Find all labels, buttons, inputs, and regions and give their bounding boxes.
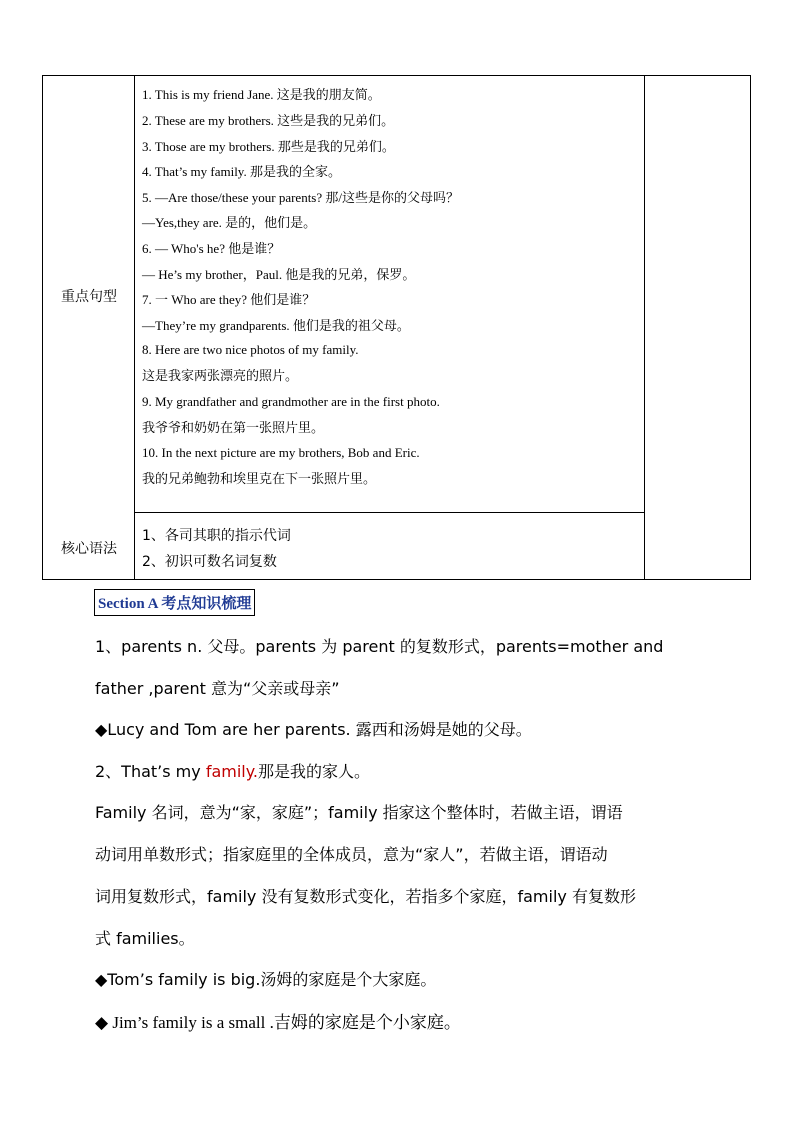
sentence-line: 我爷爷和奶奶在第一张照片里。 (142, 420, 325, 435)
sentence-line: 4. That’s my family. 那是我的全家。 (142, 164, 341, 179)
paragraph-line: 词用复数形式，family 没有复数形式变化，若指多个家庭，family 有复数形 (95, 887, 636, 906)
example-sentence: ◆Lucy and Tom are her parents. 露西和汤姆是她的父母。 (95, 720, 532, 739)
heading-prefix: 2、That’s my (95, 762, 206, 781)
row-label-key-sentences: 重点句型 (61, 289, 117, 305)
sentence-line: 6. — Who's he? 他是谁？ (142, 241, 281, 256)
table-divider (644, 76, 645, 579)
content-table (42, 75, 751, 580)
sentence-line: 7. 一 Who are they? 他们是谁？ (142, 292, 316, 307)
sentence-line: —They’re my grandparents. 他们是我的祖父母。 (142, 318, 410, 333)
example-sentence: ◆ Jim’s family is a small .吉姆的家庭是个小家庭。 (95, 1013, 461, 1032)
sentence-line: 8. Here are two nice photos of my family. (142, 342, 359, 357)
paragraph-line: 式 families。 (95, 929, 195, 948)
paragraph-line: 动词用单数形式；指家庭里的全体成员，意为“家人”，若做主语，谓语动 (95, 845, 608, 864)
sentence-line: 1. This is my friend Jane. 这是我的朋友简。 (142, 87, 381, 102)
sentence-line: 2. These are my brothers. 这些是我的兄弟们。 (142, 113, 395, 128)
grammar-line: 1、各司其职的指示代词 (142, 528, 291, 544)
section-heading: Section A 考点知识梳理 (94, 589, 255, 616)
sentence-line: 3. Those are my brothers. 那些是我的兄弟们。 (142, 139, 395, 154)
grammar-line: 2、初识可数名词复数 (142, 554, 277, 570)
row-label-core-grammar: 核心语法 (61, 541, 117, 557)
paragraph-heading (95, 759, 370, 782)
sentence-line: 10. In the next picture are my brothers, Bob and Eric. (142, 445, 420, 460)
paragraph-line: father ,parent 意为“父亲或母亲” (95, 679, 340, 698)
sentence-line: 5. —Are those/these your parents? 那/这些是你的父母吗？ (142, 190, 460, 205)
paragraph-line: Family 名词，意为“家，家庭”；family 指家这个整体时，若做主语，谓语 (95, 803, 623, 822)
example-sentence: ◆Tom’s family is big.汤姆的家庭是个大家庭。 (95, 970, 437, 989)
heading-suffix: 那是我的家人。 (258, 762, 371, 781)
sentence-line: — He’s my brother，Paul. 他是我的兄弟，保罗。 (142, 267, 416, 282)
sentence-line: 9. My grandfather and grandmother are in the first photo. (142, 394, 440, 409)
sentence-line: —Yes,they are. 是的，他们是。 (142, 215, 317, 230)
highlight-word: family. (205, 762, 259, 781)
paragraph-line: 1、parents n. 父母。parents 为 parent 的复数形式，parents=mother and (95, 637, 664, 656)
sentence-line: 这是我家两张漂亮的照片。 (142, 368, 299, 383)
sentence-line: 我的兄弟鲍勃和埃里克在下一张照片里。 (142, 471, 377, 486)
table-divider (134, 76, 135, 579)
table-divider (134, 512, 644, 513)
